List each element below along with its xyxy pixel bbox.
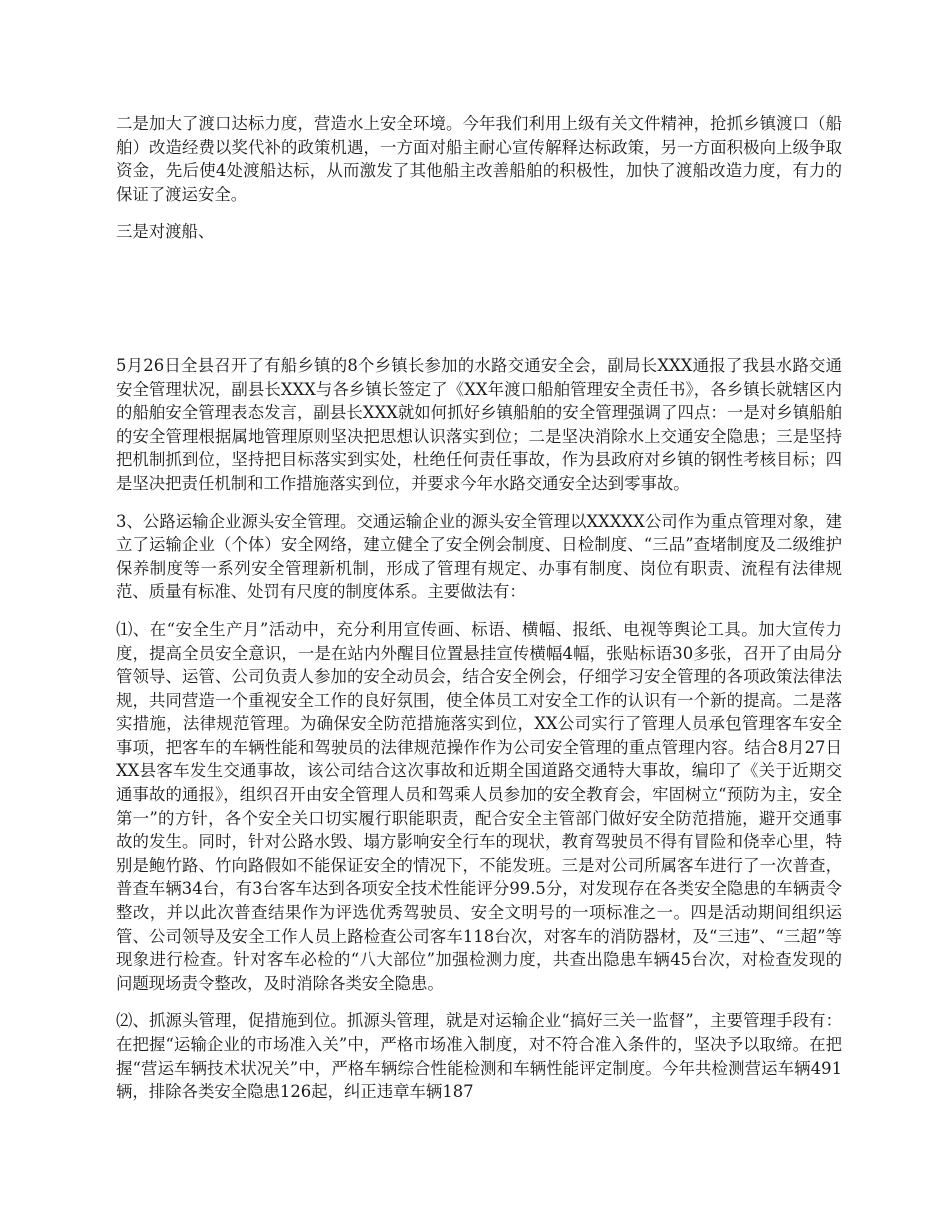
paragraph-ferry-boats: 三是对渡船、 xyxy=(116,222,215,242)
paragraph-road-transport-management: 3、公路运输企业源头安全管理。交通运输企业的源头安全管理以XXXXX公司作为重点管理对象，建立了运输企业（个体）安全网络，建立健全了安全例会制度、日检制度、“三品”查堵制度及二级维护保养制度等一系列安全管理新机制，形成了管理有规定、办事有制度、岗位有职责、流程有法律规范、质量有标准、处罚有尺度的制度体系。主要做法有： xyxy=(116,511,842,602)
paragraph-ferry-standards: 二是加大了渡口达标力度，营造水上安全环境。今年我们利用上级有关文件精神，抢抓乡镇渡口（船舶）改造经费以奖代补的政策机遇，一方面对船主耐心宣传解释达标政策，另一方面积极向上级争取资金，先后使4处渡船达标，从而激发了其他船主改善船舶的积极性，加快了渡船改造力度，有力的保证了渡运安全。 xyxy=(116,114,842,204)
document-body xyxy=(116,112,842,1118)
paragraph-source-management: ⑵、抓源头管理，促措施到位。抓源头管理，就是对运输企业“搞好三关一监督”，主要管理手段有：在把握“运输企业的市场准入关”中，严格市场准入制度，对不符合准入条件的，坚决予以取缔。在把握“营运车辆技术状况关”中，严格车辆综合性能检测和车辆性能评定制度。今年共检测营运车辆491辆，排除各类安全隐患126起，纠正违章车辆187 xyxy=(116,1011,842,1102)
paragraph-waterway-meeting: 5月26日全县召开了有船乡镇的8个乡镇长参加的水路交通安全会，副局长XXX通报了我县水路交通安全管理状况，副县长XXX与各乡镇长签定了《XX年渡口船舶管理安全责任书》，各乡镇长就辖区内的船舶安全管理表态发言，副县长XXX就如何抓好乡镇船舶的安全管理强调了四点：一是对乡镇船舶的安全管理根据属地管理原则坚决把思想认识落实到位；二是坚决消除水上交通安全隐患；三是坚持把机制抓到位，坚持把目标落实到实处，杜绝任何责任事故，作为县政府对乡镇的钢性考核目标；四是坚决把责任机制和工作措施落实到位，并要求今年水路交通安全达到零事故。 xyxy=(116,355,842,493)
paragraph-safety-month: ⑴、在“安全生产月”活动中，充分利用宣传画、标语、横幅、报纸、电视等舆论工具。加大宣传力度，提高全员安全意识，一是在站内外醒目位置悬挂宣传横幅4幅，张贴标语30多张，召开了由局分管领导、运管、公司负责人参加的安全动员会，结合安全例会，仔细学习安全管理的各项政策法律法规，共同营造一个重视安全工作的良好氛围，使全体员工对安全工作的认识有一个新的提高。二是落实措施，法律规范管理。为确保安全防范措施落实到位，XX公司实行了管理人员承包管理客车安全事项，把客车的车辆性能和驾驶员的法律规范操作作为公司安全管理的重点管理内容。结合8月27日XX县客车发生交通事故，该公司结合这次事故和近期全国道路交通特大事故，编印了《关于近期交通事故的通报》，组织召开由安全管理人员和驾乘人员参加的安全教育会，牢固树立“预防为主，安全第一”的方针，各个安全关口切实履行职能职责，配合安全主管部门做好安全防范措施，避开交通事故的发生。同时，针对公路水毁、塌方影响安全行车的现状，教育驾驶员不得有冒险和侥幸心里，特别是鲍竹路、竹向路假如不能保证安全的情况下，不能发班。三是对公司所属客车进行了一次普查，普查车辆34台，有3台客车达到各项安全技术性能评分99.5分，对发现存在各类安全隐患的车辆责令整改，并以此次普查结果作为评选优秀驾驶员、安全文明号的一项标准之一。四是活动期间组织运管、公司领导及安全工作人员上路检查公司客车118台次，对客车的消防器材，及“三违”、“三超”等现象进行检查。针对客车必检的“八大部位”加强检测力度，共查出隐患车辆45台次，对检查发现的问题现场责令整改，及时消除各类安全隐患。 xyxy=(116,619,842,993)
blank-gap xyxy=(116,258,842,354)
